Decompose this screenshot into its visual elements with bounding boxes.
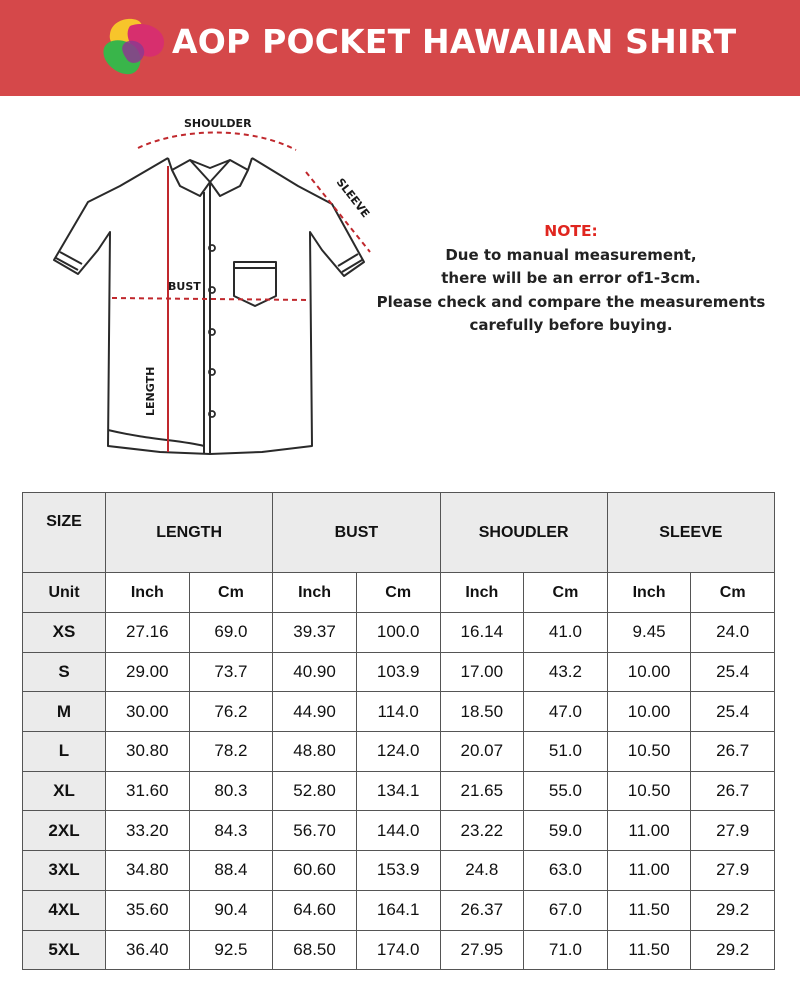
value-cell: 10.50 bbox=[607, 732, 691, 772]
value-cell: 24.0 bbox=[691, 613, 775, 653]
value-cell: 41.0 bbox=[524, 613, 608, 653]
value-cell: 27.9 bbox=[691, 851, 775, 891]
value-cell: 26.37 bbox=[440, 890, 524, 930]
value-cell: 11.50 bbox=[607, 930, 691, 970]
unit-cell: Inch bbox=[106, 573, 190, 613]
value-cell: 68.50 bbox=[273, 930, 357, 970]
note-line: carefully before buying. bbox=[469, 316, 673, 334]
value-cell: 11.00 bbox=[607, 811, 691, 851]
size-cell: M bbox=[23, 692, 106, 732]
value-cell: 27.9 bbox=[691, 811, 775, 851]
value-cell: 25.4 bbox=[691, 652, 775, 692]
value-cell: 39.37 bbox=[273, 613, 357, 653]
value-cell: 33.20 bbox=[106, 811, 190, 851]
value-cell: 164.1 bbox=[356, 890, 440, 930]
value-cell: 76.2 bbox=[189, 692, 273, 732]
value-cell: 59.0 bbox=[524, 811, 608, 851]
value-cell: 30.00 bbox=[106, 692, 190, 732]
unit-header: Unit bbox=[23, 573, 106, 613]
shoulder-header: SHOUDLER bbox=[440, 493, 607, 573]
table-row bbox=[23, 652, 775, 692]
value-cell: 174.0 bbox=[356, 930, 440, 970]
table-row bbox=[23, 692, 775, 732]
value-cell: 84.3 bbox=[189, 811, 273, 851]
value-cell: 114.0 bbox=[356, 692, 440, 732]
value-cell: 36.40 bbox=[106, 930, 190, 970]
value-cell: 43.2 bbox=[524, 652, 608, 692]
unit-cell: Cm bbox=[189, 573, 273, 613]
unit-cell: Cm bbox=[691, 573, 775, 613]
value-cell: 92.5 bbox=[189, 930, 273, 970]
value-cell: 124.0 bbox=[356, 732, 440, 772]
size-cell: S bbox=[23, 652, 106, 692]
value-cell: 20.07 bbox=[440, 732, 524, 772]
value-cell: 60.60 bbox=[273, 851, 357, 891]
value-cell: 51.0 bbox=[524, 732, 608, 772]
value-cell: 31.60 bbox=[106, 771, 190, 811]
value-cell: 17.00 bbox=[440, 652, 524, 692]
value-cell: 27.16 bbox=[106, 613, 190, 653]
shirt-outline bbox=[54, 158, 364, 454]
size-cell: XS bbox=[23, 613, 106, 653]
table-row bbox=[23, 930, 775, 970]
size-cell: 2XL bbox=[23, 811, 106, 851]
note-title: NOTE: bbox=[544, 222, 598, 240]
measurement-note bbox=[376, 220, 766, 338]
shirt-measurement-diagram bbox=[50, 110, 380, 460]
colorful-petal-logo-icon bbox=[100, 14, 168, 78]
table-header-row bbox=[23, 493, 775, 573]
value-cell: 35.60 bbox=[106, 890, 190, 930]
value-cell: 34.80 bbox=[106, 851, 190, 891]
value-cell: 48.80 bbox=[273, 732, 357, 772]
unit-row bbox=[23, 573, 775, 613]
value-cell: 11.00 bbox=[607, 851, 691, 891]
value-cell: 153.9 bbox=[356, 851, 440, 891]
value-cell: 134.1 bbox=[356, 771, 440, 811]
table-row bbox=[23, 771, 775, 811]
sleeve-label: SLEEVE bbox=[333, 175, 373, 221]
value-cell: 44.90 bbox=[273, 692, 357, 732]
value-cell: 26.7 bbox=[691, 732, 775, 772]
value-cell: 11.50 bbox=[607, 890, 691, 930]
value-cell: 90.4 bbox=[189, 890, 273, 930]
table-row bbox=[23, 613, 775, 653]
value-cell: 78.2 bbox=[189, 732, 273, 772]
value-cell: 30.80 bbox=[106, 732, 190, 772]
size-chart-table bbox=[22, 492, 775, 970]
table-row bbox=[23, 851, 775, 891]
value-cell: 9.45 bbox=[607, 613, 691, 653]
sleeve-header: SLEEVE bbox=[607, 493, 774, 573]
value-cell: 47.0 bbox=[524, 692, 608, 732]
size-cell: 5XL bbox=[23, 930, 106, 970]
unit-cell: Inch bbox=[273, 573, 357, 613]
value-cell: 73.7 bbox=[189, 652, 273, 692]
page-title: AOP POCKET HAWAIIAN SHIRT bbox=[172, 22, 737, 61]
size-header: SIZE bbox=[23, 493, 106, 573]
unit-cell: Cm bbox=[356, 573, 440, 613]
value-cell: 26.7 bbox=[691, 771, 775, 811]
table-row bbox=[23, 732, 775, 772]
value-cell: 18.50 bbox=[440, 692, 524, 732]
length-header: LENGTH bbox=[106, 493, 273, 573]
value-cell: 56.70 bbox=[273, 811, 357, 851]
table-row bbox=[23, 811, 775, 851]
value-cell: 29.2 bbox=[691, 890, 775, 930]
value-cell: 16.14 bbox=[440, 613, 524, 653]
value-cell: 144.0 bbox=[356, 811, 440, 851]
size-cell: XL bbox=[23, 771, 106, 811]
value-cell: 24.8 bbox=[440, 851, 524, 891]
value-cell: 21.65 bbox=[440, 771, 524, 811]
shoulder-label: SHOULDER bbox=[184, 117, 252, 130]
shoulder-measure-line bbox=[138, 133, 296, 151]
table-row bbox=[23, 890, 775, 930]
value-cell: 27.95 bbox=[440, 930, 524, 970]
size-cell: L bbox=[23, 732, 106, 772]
value-cell: 64.60 bbox=[273, 890, 357, 930]
value-cell: 80.3 bbox=[189, 771, 273, 811]
bust-label: BUST bbox=[168, 280, 201, 293]
value-cell: 67.0 bbox=[524, 890, 608, 930]
value-cell: 100.0 bbox=[356, 613, 440, 653]
unit-cell: Inch bbox=[607, 573, 691, 613]
value-cell: 23.22 bbox=[440, 811, 524, 851]
length-label: LENGTH bbox=[144, 366, 157, 416]
value-cell: 63.0 bbox=[524, 851, 608, 891]
bust-header: BUST bbox=[273, 493, 440, 573]
value-cell: 88.4 bbox=[189, 851, 273, 891]
value-cell: 10.50 bbox=[607, 771, 691, 811]
value-cell: 29.2 bbox=[691, 930, 775, 970]
note-line: Due to manual measurement, bbox=[445, 245, 697, 264]
value-cell: 69.0 bbox=[189, 613, 273, 653]
size-cell: 4XL bbox=[23, 890, 106, 930]
value-cell: 40.90 bbox=[273, 652, 357, 692]
unit-cell: Inch bbox=[440, 573, 524, 613]
header-banner bbox=[0, 0, 800, 96]
unit-cell: Cm bbox=[524, 573, 608, 613]
value-cell: 29.00 bbox=[106, 652, 190, 692]
note-line: Please check and compare the measurements bbox=[376, 292, 766, 311]
value-cell: 71.0 bbox=[524, 930, 608, 970]
value-cell: 52.80 bbox=[273, 771, 357, 811]
value-cell: 10.00 bbox=[607, 692, 691, 732]
size-cell: 3XL bbox=[23, 851, 106, 891]
value-cell: 25.4 bbox=[691, 692, 775, 732]
value-cell: 10.00 bbox=[607, 652, 691, 692]
size-rows bbox=[23, 613, 775, 970]
value-cell: 55.0 bbox=[524, 771, 608, 811]
note-line: there will be an error of1-3cm. bbox=[441, 269, 701, 287]
value-cell: 103.9 bbox=[356, 652, 440, 692]
